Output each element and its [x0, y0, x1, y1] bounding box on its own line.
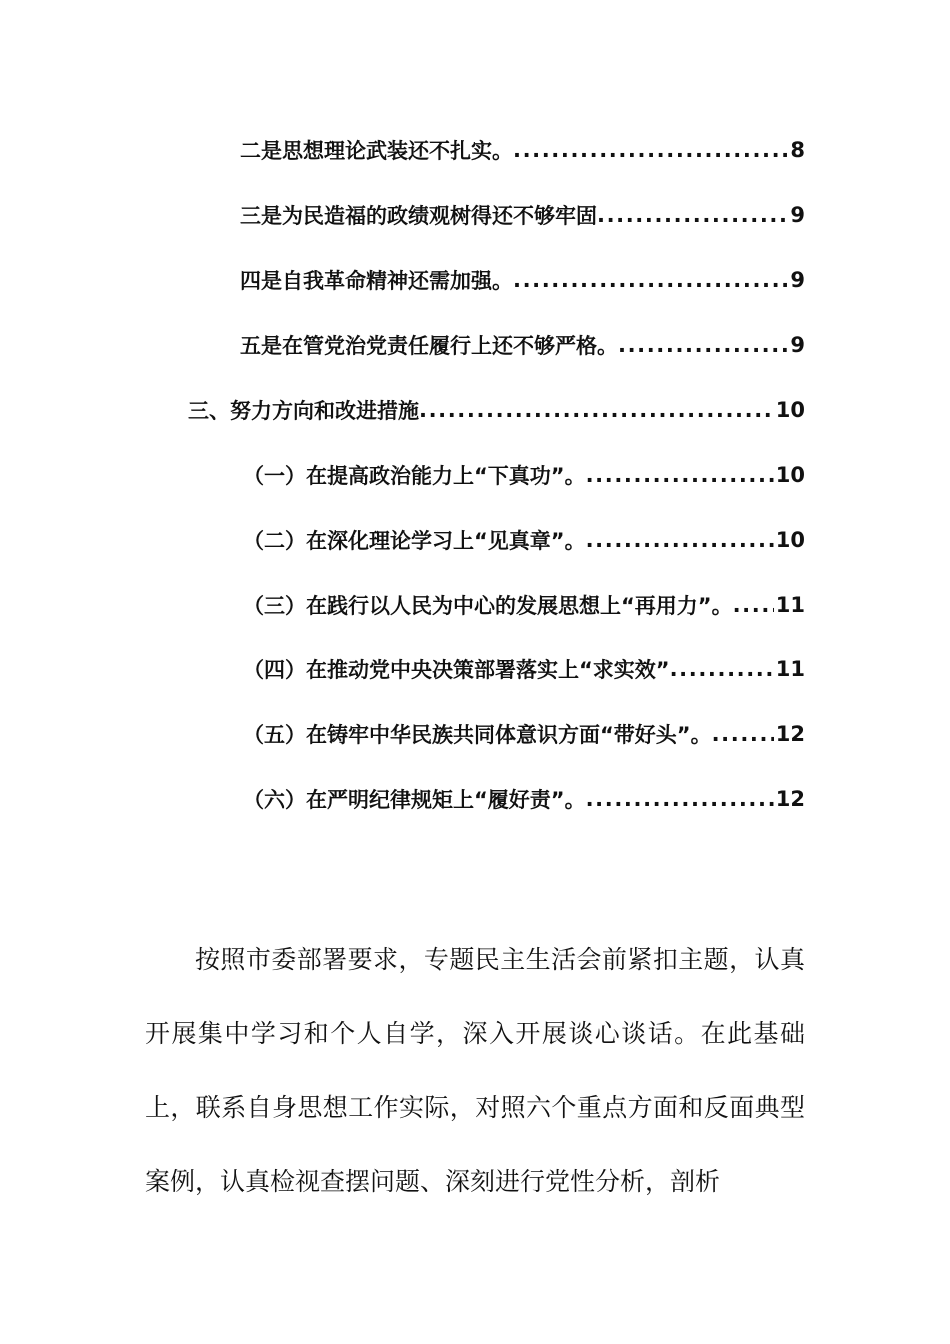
toc-entry[interactable]	[240, 263, 805, 297]
toc-leader-dots	[513, 268, 788, 292]
toc-entry-label: 三是为民造福的政绩观树得还不够牢固	[240, 204, 597, 228]
toc-entry-page: 9	[790, 268, 805, 292]
toc-entry-page: 12	[775, 722, 805, 746]
toc-entry-page: 10	[775, 398, 805, 422]
toc-entry-label: （一）在提高政治能力上“下真功”。	[243, 464, 586, 488]
toc-entry[interactable]	[243, 717, 805, 751]
toc-entry-page: 10	[775, 528, 805, 552]
toc-leader-dots	[586, 787, 774, 811]
toc-leader-dots	[419, 398, 774, 422]
toc-leader-dots	[670, 657, 774, 681]
toc-section-entry[interactable]	[188, 393, 805, 427]
toc-entry-label: 三、努力方向和改进措施	[188, 399, 419, 423]
toc-entry-page: 9	[790, 203, 805, 227]
toc-entry[interactable]	[243, 588, 805, 622]
toc-entry[interactable]	[240, 198, 805, 232]
toc-entry[interactable]	[240, 328, 805, 362]
toc-entry-label: （六）在严明纪律规矩上“履好责”。	[243, 788, 586, 812]
toc-entry-page: 11	[775, 657, 805, 681]
toc-entry[interactable]	[243, 782, 805, 816]
toc-entry-page: 9	[790, 333, 805, 357]
toc-entry-page: 11	[775, 593, 805, 617]
toc-leader-dots	[618, 333, 788, 357]
toc-entry-label: （四）在推动党中央决策部署落实上“求实效”	[243, 658, 670, 682]
toc-leader-dots	[586, 528, 774, 552]
toc-entry-page: 12	[775, 787, 805, 811]
toc-leader-dots	[712, 722, 774, 746]
body-paragraph: 按照市委部署要求，专题民主生活会前紧扣主题，认真开展集中学习和个人自学，深入开展谈心谈话。在此基础上，联系自身思想工作实际，对照六个重点方面和反面典型案例，认真检视查摆问题、深刻进行党性分析，剖析	[145, 945, 805, 1196]
toc-entry-label: 四是自我革命精神还需加强。	[240, 269, 513, 293]
toc-entry-page: 8	[790, 138, 805, 162]
toc-entry-label: （五）在铸牢中华民族共同体意识方面“带好头”。	[243, 723, 712, 747]
toc-leader-dots	[513, 138, 788, 162]
toc-entry[interactable]	[243, 458, 805, 492]
toc-entry-label: 五是在管党治党责任履行上还不够严格。	[240, 334, 618, 358]
toc-leader-dots	[597, 203, 788, 227]
toc-entry-label: （二）在深化理论学习上“见真章”。	[243, 529, 586, 553]
toc-entry[interactable]	[240, 133, 805, 167]
toc-leader-dots	[586, 463, 774, 487]
toc-leader-dots	[733, 593, 774, 617]
toc-entry-label: 二是思想理论武装还不扎实。	[240, 139, 513, 163]
toc-entry-page: 10	[775, 463, 805, 487]
toc-entry-label: （三）在践行以人民为中心的发展思想上“再用力”。	[243, 594, 733, 618]
toc-entry[interactable]	[243, 523, 805, 557]
toc-entry[interactable]	[243, 652, 805, 686]
